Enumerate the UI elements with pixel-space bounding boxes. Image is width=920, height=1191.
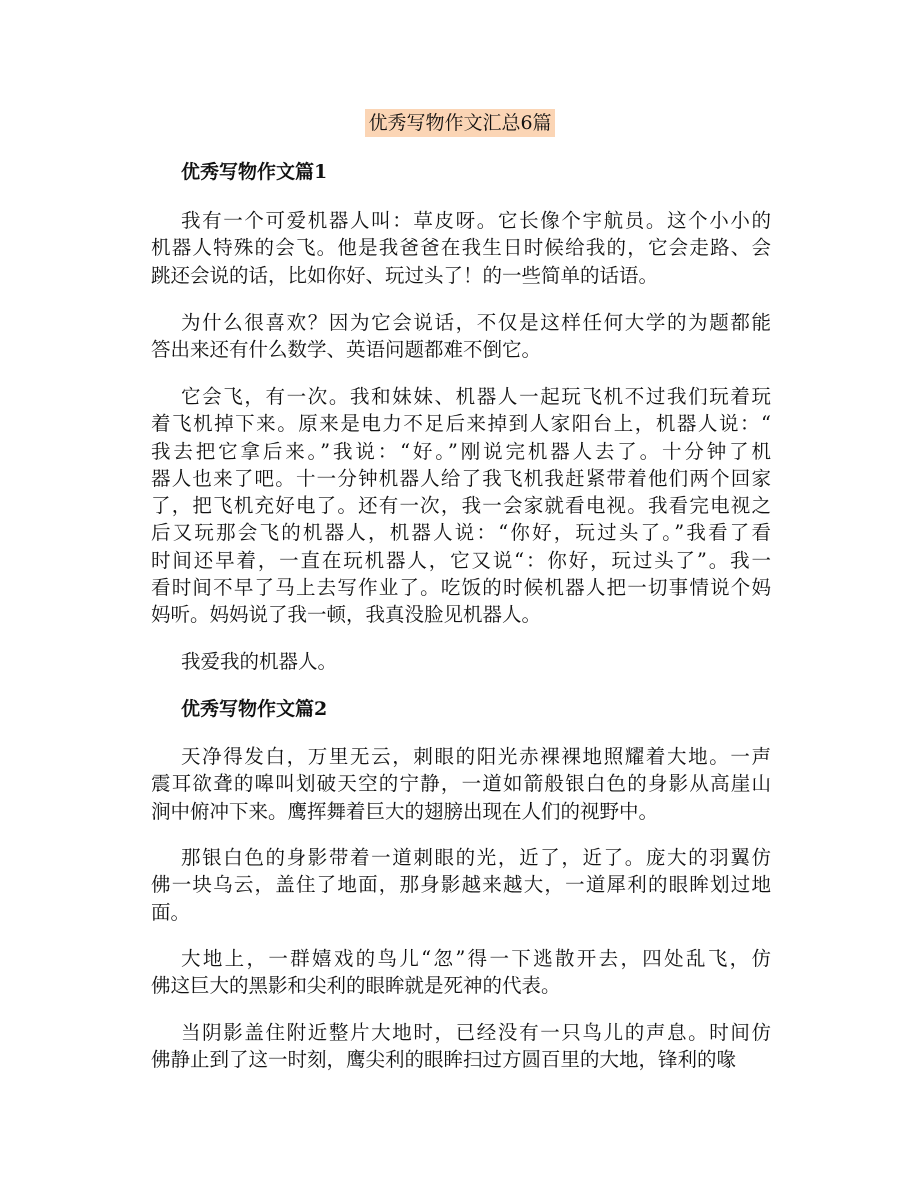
paragraph-line: 佛一块乌云，盖住了地面，那身影越来越大，一道犀利的眼眸划过地: [151, 873, 771, 897]
paragraph: [151, 844, 771, 926]
paragraph-line: 后又玩那会飞的机器人，机器人说：“你好，玩过头了。”我看了看: [151, 521, 771, 545]
paragraph: [151, 309, 771, 364]
paragraph-line: 了，把飞机充好电了。还有一次，我一会家就看电视。我看完电视之: [151, 494, 771, 518]
paragraph-line: 为什么很喜欢？因为它会说话，不仅是这样任何大学的为题都能: [181, 311, 771, 334]
document-title: 优秀写物作文汇总6篇: [365, 109, 554, 137]
paragraph: [151, 383, 771, 629]
paragraph-line: 着飞机掉下来。原来是电力不足后来掉到人家阳台上，机器人说：“: [151, 412, 771, 436]
paragraph: [151, 648, 771, 675]
paragraph: [151, 207, 771, 289]
paragraph: [151, 1019, 771, 1074]
paragraph-line: 跳还会说的话，比如你好、玩过头了！的一些简单的话语。: [151, 263, 659, 287]
paragraph-line: 时间还早着，一直在玩机器人，它又说“：你好，玩过头了”。我一: [151, 548, 771, 572]
paragraph-line: 当阴影盖住附近整片大地时，已经没有一只鸟儿的声息。时间仿: [181, 1021, 771, 1044]
section-heading: 优秀写物作文篇1: [181, 161, 328, 183]
paragraph-line: 它会飞，有一次。我和妹妹、机器人一起玩飞机不过我们玩着玩: [181, 385, 771, 408]
paragraph-line: 天净得发白，万里无云，刺眼的阳光赤裸裸地照耀着大地。一声: [181, 745, 771, 768]
paragraph: [151, 945, 771, 1000]
paragraph-line: 面。: [151, 900, 191, 924]
paragraph-line: 佛这巨大的黑影和尖利的眼眸就是死神的代表。: [151, 974, 561, 998]
paragraph-line: 大地上，一群嬉戏的鸟儿“忽”得一下逃散开去，四处乱飞，仿: [181, 947, 771, 970]
paragraph-line: 佛静止到了这一时刻，鹰尖利的眼眸扫过方圆百里的大地，锋利的喙: [151, 1048, 737, 1072]
section-heading: 优秀写物作文篇2: [181, 698, 328, 720]
paragraph-line: 震耳欲聋的嗥叫划破天空的宁静，一道如箭般银白色的身影从高崖山: [151, 772, 771, 796]
paragraph-line: 那银白色的身影带着一道刺眼的光，近了，近了。庞大的羽翼仿: [181, 846, 771, 869]
paragraph-line: 我去把它拿后来。”我说：“好。”刚说完机器人去了。十分钟了机: [151, 439, 771, 463]
paragraph-line: 我爱我的机器人。: [181, 650, 338, 673]
paragraph-line: 看时间不早了马上去写作业了。吃饭的时候机器人把一切事情说个妈: [151, 576, 771, 600]
paragraph-line: 器人也来了吧。十一分钟机器人给了我飞机我赶紧带着他们两个回家: [151, 466, 771, 490]
paragraph-line: 答出来还有什么数学、英语问题都难不倒它。: [151, 338, 542, 362]
title-container: [0, 109, 920, 137]
paragraph-line: 妈听。妈妈说了我一顿，我真没脸见机器人。: [151, 603, 542, 627]
paragraph-line: 涧中俯冲下来。鹰挥舞着巨大的翅膀出现在人们的视野中。: [151, 799, 659, 823]
paragraph-line: 我有一个可爱机器人叫：草皮呀。它长像个宇航员。这个小小的: [181, 209, 771, 232]
paragraph-line: 机器人特殊的会飞。他是我爸爸在我生日时候给我的，它会走路、会: [151, 236, 771, 260]
paragraph: [151, 743, 771, 825]
